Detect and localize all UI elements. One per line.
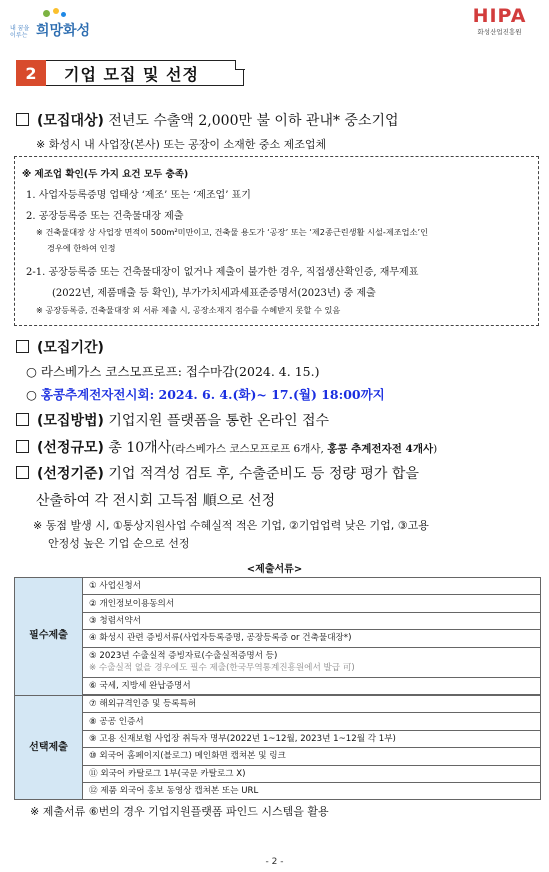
checkbox-icon: [16, 466, 29, 479]
section-heading: [16, 60, 244, 86]
period-las-vegas: [26, 362, 319, 380]
period-hongkong: [26, 385, 385, 403]
doc-item: ⑤ 2023년 수출실적 증빙자료(수출실적증명서 등): [89, 651, 278, 662]
bullet-circle-icon: ○: [26, 387, 41, 402]
doc-item: ⑫ 제품 외국어 홍보 동영상 캡쳐본 또는 URL: [83, 782, 541, 799]
scale-line: [16, 437, 437, 457]
optional-category: 선택제출: [15, 695, 83, 799]
table-row: [15, 612, 541, 629]
table-row: [15, 630, 541, 647]
target-line: [16, 110, 399, 130]
logo-dot-blue: [61, 12, 66, 17]
mfr-item2: 2. 공장등록증 또는 건축물대장 제출: [26, 211, 184, 222]
checkbox-icon: [16, 440, 29, 453]
page-number: - 2 -: [265, 857, 284, 867]
criteria-note-2: 안정성 높은 기업 순으로 선정: [48, 537, 190, 550]
mfr-heading: ※ 제조업 확인(두 가지 요건 모두 충족): [22, 169, 189, 180]
doc-item-note: ※ 수출실적 없을 경우에도 필수 제출(한국무역통계진흥원에서 발급 可): [89, 663, 355, 674]
doc-item: ⑪ 외국어 카탈로그 1부(국문 카탈로그 X): [83, 765, 541, 782]
method-line: [16, 410, 329, 430]
mfr-item2-note-1: ※ 건축물대장 상 사업장 면적이 500m²미만이고, 건축물 용도가 ‘공장’ 또는 ‘제2종근린생활 시설-제조업소’인: [36, 227, 429, 237]
doc-item: ⑦ 해외규격인증 및 등록특허: [83, 695, 541, 712]
org-logo-mark: [462, 6, 537, 26]
table-row: [15, 713, 541, 730]
checkbox-icon: [16, 413, 29, 426]
documents-table: [14, 577, 541, 800]
period-line: [16, 337, 104, 357]
doc-item: ② 개인정보이용동의서: [83, 595, 541, 612]
method-label: (모집방법): [37, 413, 104, 429]
org-logo: [462, 6, 537, 42]
folded-corner-icon: [235, 60, 245, 70]
org-logo-mark-text: HIPA: [472, 5, 527, 27]
scale-text-c: 홍콩 추계전자전 4개사: [327, 443, 434, 455]
criteria-label: (선정기준): [37, 466, 104, 482]
criteria-text-1: 기업 적격성 검토 후, 수출준비도 등 정량 평가 합을: [103, 466, 419, 482]
city-logo-slogan: 내 꿈을 이루는: [10, 25, 30, 39]
criteria-line: [16, 463, 419, 483]
mfr-item2-note-2: 경우에 한하여 인정: [47, 243, 116, 253]
period-label: (모집기간): [37, 340, 104, 356]
scale-text-d: ): [433, 443, 438, 455]
logo-dot-yellow: [53, 8, 59, 14]
section-title-box: [46, 60, 244, 86]
doc-item: ④ 화성시 관련 증빙서류(사업자등록증명, 공장등록증 or 건축물대장*): [83, 630, 541, 647]
city-logo: [10, 8, 105, 42]
checkbox-icon: [16, 113, 29, 126]
manufacturer-check-box: [14, 156, 539, 326]
mfr-item21-2: (2022년, 제품매출 등 확인), 부가가치세과세표준증명서(2023년) 중 제출: [52, 288, 376, 299]
scale-label: (선정규모): [37, 440, 104, 456]
period-las-vegas-text: 라스베가스 코스모프로프: 접수마감(2024. 4. 15.): [40, 364, 320, 379]
criteria-note-1: ※ 동점 발생 시, ①통상지원사업 수혜실적 적은 기업, ②기업업력 낮은 기업, ③고용: [33, 519, 429, 532]
method-text: 기업지원 플랫폼을 통한 온라인 접수: [103, 413, 330, 429]
table-row: [15, 730, 541, 747]
bullet-circle-icon: ○: [26, 364, 41, 379]
table-row: [15, 765, 541, 782]
doc-item-with-note: [83, 647, 541, 677]
documents-footnote: ※ 제출서류 ⑥번의 경우 기업지원플랫폼 파인드 시스템을 활용: [30, 805, 329, 818]
table-row: [15, 647, 541, 677]
target-note: ※ 화성시 내 사업장(본사) 또는 공장이 소재한 중소 제조업체: [36, 138, 327, 151]
logo-dot-green: [43, 10, 50, 17]
criteria-text-2: 산출하여 각 전시회 고득점 順으로 선정: [36, 493, 276, 509]
doc-item: ⑧ 공공 인증서: [83, 713, 541, 730]
section-number: 2: [16, 60, 46, 86]
period-hongkong-text: 홍콩추계전자전시회: 2024. 6. 4.(화)~ 17.(월) 18:00까지: [40, 387, 385, 402]
required-category: 필수제출: [15, 578, 83, 696]
documents-title: <제출서류>: [246, 564, 303, 575]
table-row: [15, 595, 541, 612]
table-row: [15, 782, 541, 799]
table-row: [15, 677, 541, 694]
table-row: [15, 748, 541, 765]
doc-item: ③ 청렴서약서: [83, 612, 541, 629]
target-text: 전년도 수출액 2,000만 불 이하 관내* 중소기업: [103, 113, 399, 129]
doc-item: ⑩ 외국어 홈페이지(블로그) 메인화면 캡쳐본 및 링크: [83, 748, 541, 765]
scale-text-b: (라스베가스 코스모프로프 6개사,: [171, 443, 328, 455]
doc-item: ⑨ 고용 신재보험 사업장 취득자 명부(2022년 1~12월, 2023년 1~12월 각 1부): [83, 730, 541, 747]
org-logo-name: 화성산업진흥원: [477, 28, 522, 36]
city-logo-name: 희망화성: [36, 23, 91, 39]
scale-text-a: 총 10개사: [103, 440, 172, 456]
mfr-item1: 1. 사업자등록증명 업태상 ‘제조’ 또는 ‘제조업’ 표기: [26, 190, 251, 201]
table-row: [15, 695, 541, 712]
table-row: [15, 578, 541, 595]
mfr-item21-note: ※ 공장등록증, 건축물대장 외 서류 제출 시, 공장소재지 점수를 수혜받지 못할 수 있음: [36, 305, 341, 315]
doc-item: ① 사업신청서: [83, 578, 541, 595]
target-label: (모집대상): [37, 113, 104, 129]
section-title: 기업 모집 및 선정: [64, 64, 199, 84]
mfr-item21-1: 2-1. 공장등록증 또는 건축물대장이 없거나 제출이 불가한 경우, 직접생산확인증, 재무제표: [26, 267, 419, 278]
checkbox-icon: [16, 340, 29, 353]
doc-item: ⑥ 국세, 지방세 완납증명서: [83, 677, 541, 694]
